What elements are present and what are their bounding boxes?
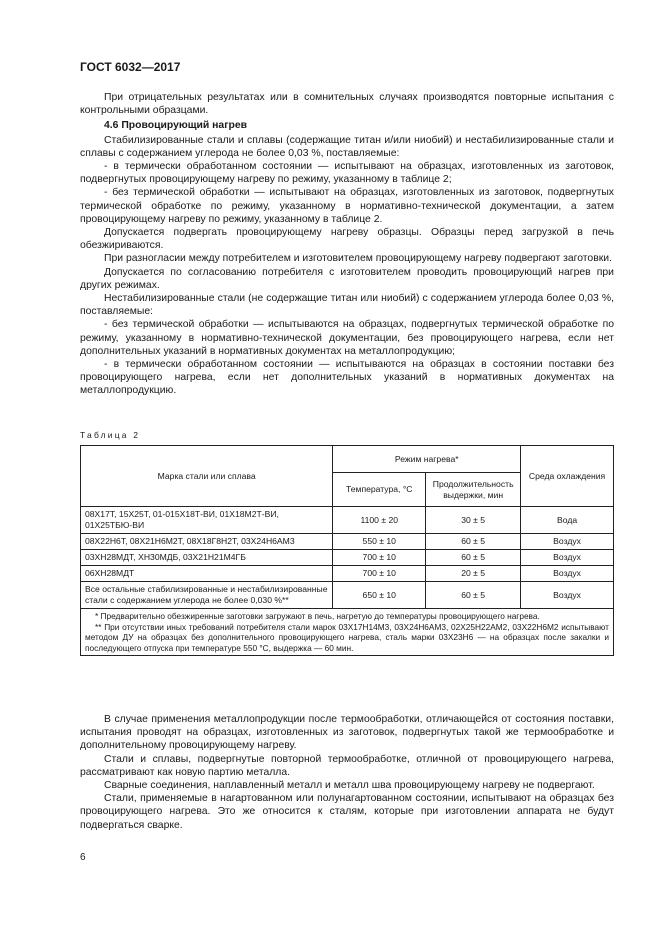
paragraph: В случае применения металлопродукции после термообработки, отличающейся от состояния поставки, испытания проводят на образцах, изготовленных из заготовок, подвергнутых такой же термообработке и дополнительному провоцирующему нагреву. (80, 714, 614, 752)
table-row (81, 566, 614, 582)
cell-cooling: Воздух (521, 534, 614, 550)
table-footnotes (81, 609, 614, 656)
section-body (80, 91, 614, 398)
intro-paragraph: При отрицательных результатах или в сомнительных случаях производятся повторные испытания с контрольными образцами. (80, 92, 614, 117)
cell-duration: 60 ± 5 (426, 534, 521, 550)
cell-duration: 60 ± 5 (426, 550, 521, 566)
table-row (81, 582, 614, 609)
page-number: 6 (80, 852, 86, 863)
table-row (81, 550, 614, 566)
cell-cooling: Воздух (521, 566, 614, 582)
paragraph: Стали и сплавы, подвергнутые повторной термообработке, отличной от провоцирующего нагрева, рассматривают как новую партию металла. (80, 753, 614, 778)
footnote: * Предварительно обезжиренные заготовки загружают в печь, нагретую до температуры провоцирующего нагрева. (95, 611, 540, 621)
cell-cooling: Вода (521, 507, 614, 534)
cell-grade: Все остальные стабилизированные и нестабилизированные стали с содержанием углерода не более 0,030 %** (81, 582, 333, 609)
cell-grade: 08Х22Н6Т, 08Х21Н6М2Т, 08Х18Г8Н2Т, 03Х24Н6АМ3 (81, 534, 333, 550)
cell-temperature: 700 ± 10 (333, 550, 426, 566)
cell-temperature: 550 ± 10 (333, 534, 426, 550)
paragraph: Допускается подвергать провоцирующему нагреву образцы. Образцы перед загрузкой в печь обезжириваются. (80, 227, 614, 252)
cell-duration: 60 ± 5 (426, 582, 521, 609)
table-caption: Таблица 2 (80, 430, 141, 440)
paragraph: - без термической обработки — испытывают на образцах, изготовленных из заготовок, подвергнутых термической обработке по режиму, указанному в нормативно-технической документации, а затем провоцирующему нагреву по режиму, указанному в таблице 2. (80, 187, 614, 225)
column-header-duration: Продолжительность выдержки, мин (426, 473, 521, 507)
paragraph: Стабилизированные стали и сплавы (содержащие титан и/или ниобий) и нестабилизированные стали и сплавы с содержанием углерода не более 0,03 %, поставляемые: (80, 134, 614, 159)
heating-mode-table (80, 445, 614, 656)
cell-grade: 03ХН28МДТ, ХН30МДБ, 03Х21Н21М4ГБ (81, 550, 333, 566)
cell-cooling: Воздух (521, 582, 614, 609)
cell-temperature: 1100 ± 20 (333, 507, 426, 534)
cell-cooling: Воздух (521, 550, 614, 566)
section-heading: 4.6 Провоцирующий нагрев (104, 120, 248, 132)
column-header-cooling: Среда охлаждения (521, 446, 614, 507)
cell-temperature: 700 ± 10 (333, 566, 426, 582)
cell-duration: 20 ± 5 (426, 566, 521, 582)
paragraph: Сварные соединения, наплавленный металл и металл шва провоцирующему нагреву не подвергают. (104, 780, 595, 792)
paragraph: - в термически обработанном состоянии — испытывают на образцах, изготовленных из заготовок, подвергнутых провоцирующему нагреву по режиму, указанному в таблице 2; (80, 161, 614, 186)
post-table-text (80, 713, 614, 832)
column-header-temperature: Температура, °С (333, 473, 426, 507)
cell-temperature: 650 ± 10 (333, 582, 426, 609)
table-row (81, 507, 614, 534)
document-header: ГОСТ 6032—2017 (80, 60, 181, 74)
paragraph: - без термической обработки — испытываются на образцах, подвергнутых термической обработке по режиму, указанному в нормативно-технической документации, без провоцирующего нагрева, если нет дополнительных указаний в нормативных документах на металлопродукцию; (80, 319, 614, 357)
paragraph: - в термически обработанном состоянии — испытываются на образцах в состоянии поставки без провоцирующего нагрева, если нет дополнительных указаний в нормативных документах на металлопродукцию. (80, 359, 614, 397)
paragraph: Нестабилизированные стали (не содержащие титан или ниобий) с содержанием углерода более 0,03 %, поставляемые: (80, 293, 614, 318)
column-header-mode: Режим нагрева* (333, 446, 521, 473)
paragraph: Допускается по согласованию потребителя с изготовителем проводить провоцирующий нагрев при других режимах. (80, 266, 614, 291)
cell-grade: 08Х17Т, 15Х25Т, 01-015Х18Т-ВИ, 01Х18М2Т-ВИ, 01Х25ТБЮ-ВИ (81, 507, 333, 534)
cell-grade: 06ХН28МДТ (81, 566, 333, 582)
footnote: ** При отсутствии иных требований потребителя стали марок 03Х17Н14М3, 03Х24Н6АМ3, 02Х25Н22АМ2, 03Х22Н6М2 испытывают методом ДУ на образцах без дополнительного провоцирующего нагрева, сталь марки 03Х23Н6 — на образцах после закалки и последующего отпуска при температуре 550 °С, выдержка — 60 мин. (85, 621, 609, 653)
column-header-grade: Марка стали или сплава (81, 446, 333, 507)
table-row (81, 534, 614, 550)
cell-duration: 30 ± 5 (426, 507, 521, 534)
paragraph: При разногласии между потребителем и изготовителем провоцирующему нагреву подвергают заготовки. (104, 253, 612, 265)
paragraph: Стали, применяемые в нагартованном или полунагартованном состоянии, испытывают на образцах без провоцирующего нагрева. Это же относится к сталям, которые при изготовлении аппарата не будут подвергаться сварке. (80, 793, 614, 831)
